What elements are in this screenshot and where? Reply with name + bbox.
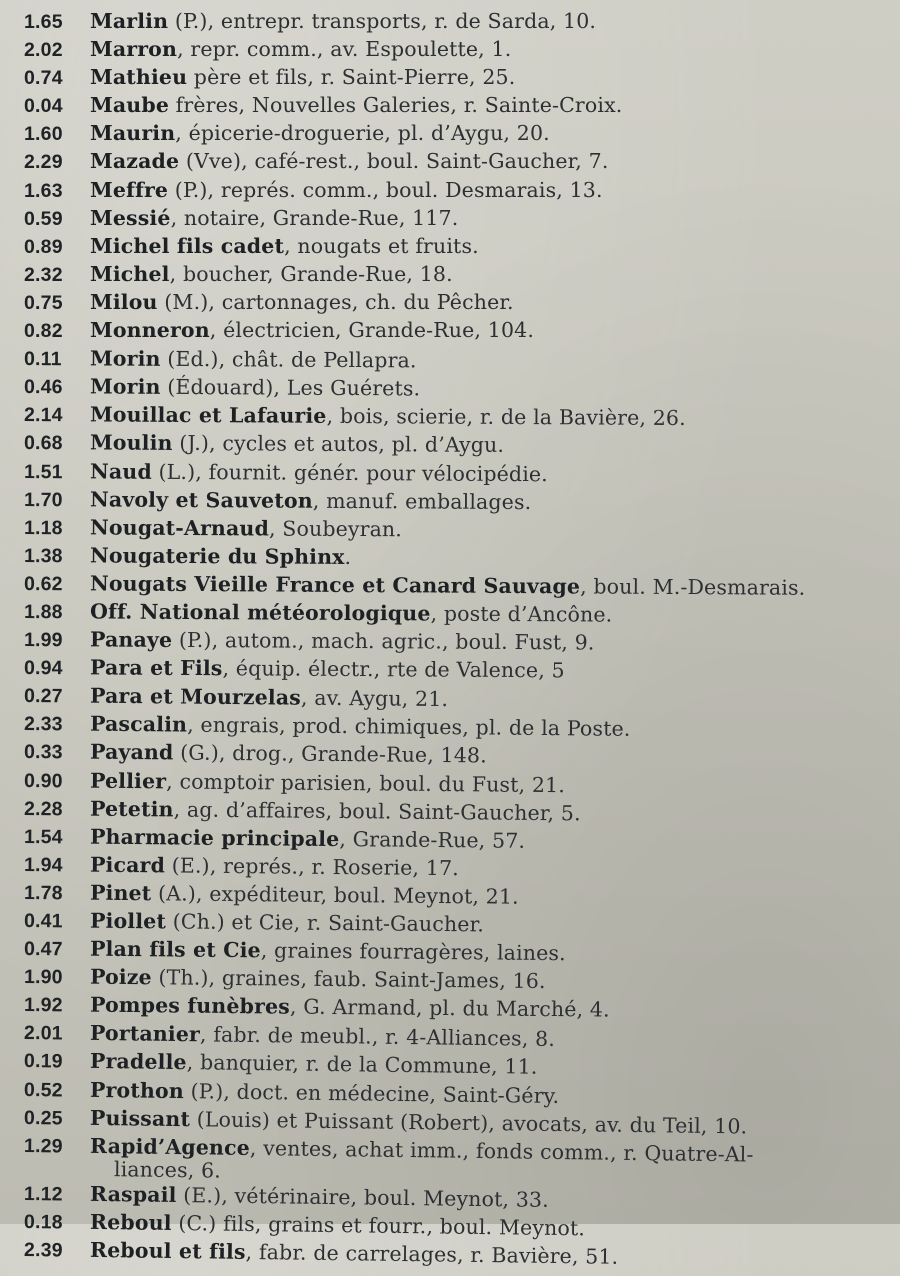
- entry-code: 2.02: [24, 37, 90, 64]
- entry-details: (L.), fournit. génér. pour vélocipédie.: [152, 459, 548, 485]
- directory-entry: [24, 289, 896, 317]
- entry-code: 1.88: [24, 599, 90, 626]
- directory-entry: [24, 120, 896, 148]
- entry-name: Reboul et fils: [90, 1238, 246, 1264]
- directory-entry: [24, 148, 896, 176]
- entry-text: [90, 289, 514, 316]
- entry-text: [90, 205, 458, 232]
- entry-name: Monneron: [90, 318, 210, 342]
- entry-code: 0.62: [24, 571, 90, 598]
- entry-text: [90, 1237, 619, 1271]
- entry-name: Morin: [90, 375, 161, 399]
- entry-details: .: [344, 545, 351, 569]
- entry-details: , nougats et fruits.: [284, 234, 479, 258]
- directory-entry: [24, 317, 896, 345]
- directory-entry: [24, 177, 896, 205]
- entry-name: Rapid’Agence: [90, 1134, 250, 1160]
- entry-code: 0.47: [24, 936, 90, 964]
- entry-details: , épicerie-droguerie, pl. d’Aygu, 20.: [175, 121, 550, 145]
- entry-name: Mathieu: [90, 65, 187, 89]
- entry-name: Prothon: [90, 1077, 184, 1102]
- entry-code: 1.65: [24, 9, 90, 36]
- entry-code: 0.89: [24, 234, 90, 261]
- entry-code: 0.75: [24, 290, 90, 317]
- entry-code: 0.33: [24, 739, 90, 767]
- entry-details: père et fils, r. Saint-Pierre, 25.: [187, 65, 515, 89]
- entry-code: 2.01: [24, 1020, 90, 1048]
- entry-details: (Vve), café-rest., boul. Saint-Gaucher, 7.: [179, 149, 608, 173]
- entry-code: 2.14: [24, 402, 90, 429]
- entry-details: , Soubeyran.: [269, 516, 402, 541]
- entry-text: [90, 683, 448, 714]
- entry-details: , manuf. emballages.: [313, 488, 532, 513]
- entry-name: Petetin: [90, 796, 174, 821]
- entry-code: 1.51: [24, 459, 90, 486]
- directory-entry: [24, 261, 896, 289]
- entry-name: Pascalin: [90, 712, 187, 737]
- entry-code: 2.39: [24, 1237, 90, 1265]
- entry-name: Michel fils cadet: [90, 234, 284, 258]
- entry-text: [90, 598, 612, 628]
- entry-code: 2.32: [24, 262, 90, 289]
- entry-text: [90, 1048, 538, 1081]
- entry-name: Nougat-Arnaud: [90, 515, 269, 540]
- entry-name: Poize: [90, 965, 152, 990]
- entry-name: Mouillac et Lafaurie: [90, 403, 327, 428]
- entry-name: Messié: [90, 206, 171, 230]
- entry-text: [90, 851, 459, 882]
- entry-text: [90, 655, 565, 685]
- directory-entry: [24, 8, 896, 36]
- entry-text: [90, 120, 550, 147]
- entry-text: [90, 402, 686, 433]
- directory-entry: [24, 36, 896, 64]
- entry-name: Mazade: [90, 149, 179, 173]
- entry-name: Meffre: [90, 178, 168, 202]
- entry-name: Para et Mourzelas: [90, 684, 301, 710]
- entry-name: Milou: [90, 290, 158, 314]
- entry-name: Plan fils et Cie: [90, 937, 261, 963]
- entry-code: 1.99: [24, 627, 90, 654]
- entry-text: [90, 823, 525, 854]
- entry-details: (M.), cartonnages, ch. du Pêcher.: [158, 290, 514, 314]
- entry-details: , poste d’Ancône.: [430, 601, 612, 626]
- directory-list: [24, 8, 896, 1264]
- entry-code: 2.28: [24, 796, 90, 824]
- entry-details: , fabr. de meubl., r. 4-Alliances, 8.: [200, 1023, 555, 1052]
- entry-details: (E.), représ., r. Roserie, 17.: [165, 853, 459, 880]
- entry-text: [90, 1076, 560, 1109]
- entry-code: 0.94: [24, 655, 90, 682]
- entry-code: 0.19: [24, 1048, 90, 1076]
- entry-name: Para et Fils: [90, 656, 223, 681]
- entry-text: [90, 880, 519, 911]
- entry-code: 2.33: [24, 711, 90, 739]
- entry-text: [90, 514, 402, 543]
- entry-text: [90, 374, 420, 403]
- entry-details: , ventes, achat imm., fonds comm., r. Quatre-Al-: [250, 1136, 754, 1167]
- entry-name: Pompes funèbres: [90, 993, 290, 1019]
- entry-details: (J.), cycles et autos, pl. d’Aygu.: [173, 431, 505, 457]
- entry-code: 0.74: [24, 65, 90, 92]
- entry-code: 0.11: [24, 346, 90, 373]
- entry-code: 1.92: [24, 992, 90, 1020]
- entry-text: [90, 92, 622, 119]
- entry-text: [90, 964, 546, 995]
- entry-code: 1.18: [24, 515, 90, 542]
- entry-details: (C.) fils, grains et fourr., boul. Meynot.: [172, 1211, 586, 1240]
- entry-details: (Louis) et Puissant (Robert), avocats, av. du Teil, 10.: [190, 1107, 748, 1138]
- entry-details: , comptoir parisien, boul. du Fust, 21.: [166, 769, 565, 797]
- entry-details: (P.), autom., mach. agric., boul. Fust, 9.: [172, 628, 594, 655]
- entry-text: [90, 177, 603, 204]
- entry-details: , engrais, prod. chimiques, pl. de la Poste.: [187, 713, 631, 741]
- entry-details: (P.), doct. en médecine, Saint-Géry.: [184, 1079, 560, 1108]
- entry-text: [90, 430, 504, 460]
- entry-name: Nougaterie du Sphinx: [90, 543, 345, 569]
- entry-name: Marron: [90, 37, 177, 61]
- entry-details: , équip. électr., rte de Valence, 5: [222, 656, 564, 682]
- entry-text: [90, 542, 351, 571]
- entry-code: 0.25: [24, 1105, 90, 1133]
- entry-name: Michel: [90, 262, 170, 286]
- entry-text: [90, 346, 417, 375]
- entry-details: (E.), vétérinaire, boul. Meynot, 33.: [176, 1183, 549, 1212]
- entry-text: [90, 992, 610, 1024]
- entry-code: 0.68: [24, 430, 90, 457]
- entry-text: [90, 767, 565, 799]
- entry-name: Raspail: [90, 1182, 177, 1207]
- entry-details: , boucher, Grande-Rue, 18.: [170, 262, 453, 286]
- entry-details: (Ch.) et Cie, r. Saint-Gaucher.: [166, 909, 484, 936]
- entry-details: (P.), entrepr. transports, r. de Sarda, 10.: [168, 9, 596, 33]
- entry-code: 2.29: [24, 149, 90, 176]
- entry-details: , av. Aygu, 21.: [301, 686, 448, 711]
- entry-text: [90, 936, 566, 968]
- entry-name: Pinet: [90, 881, 152, 906]
- entry-details: , banquier, r. de la Commune, 11.: [187, 1051, 538, 1080]
- entry-code: 0.04: [24, 93, 90, 120]
- entry-code: 0.46: [24, 374, 90, 401]
- entry-details: , fabr. de carrelages, r. Bavière, 51.: [245, 1240, 618, 1269]
- entry-name: Payand: [90, 740, 174, 765]
- entry-code: 0.52: [24, 1077, 90, 1105]
- entry-details: , électricien, Grande-Rue, 104.: [210, 318, 534, 342]
- entry-text: [90, 8, 596, 35]
- entry-code: 0.18: [24, 1209, 90, 1237]
- entry-code: 1.90: [24, 964, 90, 992]
- entry-name: Puissant: [90, 1106, 190, 1131]
- entry-details: , Grande-Rue, 57.: [339, 827, 525, 853]
- entry-name: Pharmacie principale: [90, 824, 340, 850]
- entry-text: [90, 233, 479, 260]
- entry-text: [90, 486, 531, 516]
- entry-name: Marlin: [90, 9, 168, 33]
- entry-code: 0.41: [24, 908, 90, 936]
- entry-name: Reboul: [90, 1210, 172, 1235]
- entry-name: Picard: [90, 852, 165, 877]
- directory-entry: [24, 92, 896, 120]
- entry-details: , ag. d’affaires, boul. Saint-Gaucher, 5.: [174, 797, 581, 825]
- directory-entry: [24, 205, 896, 233]
- entry-text: [90, 317, 534, 344]
- entry-details: (Édouard), Les Guérets.: [161, 375, 421, 401]
- entry-details: , notaire, Grande-Rue, 117.: [171, 206, 459, 230]
- entry-details: (P.), représ. comm., boul. Desmarais, 13.: [168, 178, 603, 202]
- entry-name: Piollet: [90, 909, 166, 934]
- entry-name: Pellier: [90, 768, 166, 793]
- entry-code: 1.29: [24, 1133, 90, 1161]
- entry-name: Panaye: [90, 627, 172, 652]
- entry-text: [90, 261, 453, 288]
- entry-name: Navoly et Sauveton: [90, 487, 313, 512]
- entry-code: 0.59: [24, 206, 90, 233]
- entry-text: [90, 36, 511, 63]
- entry-code: 1.38: [24, 543, 90, 570]
- entry-code: 1.70: [24, 487, 90, 514]
- entry-details: (Th.), graines, faub. Saint-James, 16.: [152, 965, 546, 993]
- entry-text: [90, 148, 609, 175]
- entry-details: , boul. M.-Desmarais.: [580, 574, 805, 599]
- entry-name: Off. National météorologique: [90, 599, 431, 625]
- entry-code: 1.60: [24, 121, 90, 148]
- entry-name: Portanier: [90, 1021, 200, 1046]
- entry-details: liances, 6.: [114, 1157, 221, 1182]
- entry-code: 0.27: [24, 683, 90, 711]
- entry-details: , repr. comm., av. Espoulette, 1.: [177, 37, 511, 61]
- entry-code: 1.63: [24, 178, 90, 205]
- entry-text: [90, 739, 487, 770]
- entry-text: [114, 1157, 221, 1182]
- entry-text: [90, 795, 581, 827]
- entry-name: Maube: [90, 93, 169, 117]
- directory-entry: [24, 233, 896, 261]
- directory-entry: [24, 64, 896, 92]
- entry-code: 0.90: [24, 768, 90, 796]
- entry-details: , G. Armand, pl. du Marché, 4.: [290, 995, 610, 1022]
- entry-text: [90, 626, 595, 656]
- entry-code: 1.94: [24, 852, 90, 880]
- entry-name: Pradelle: [90, 1049, 187, 1074]
- entry-name: Maurin: [90, 121, 175, 145]
- entry-name: Morin: [90, 347, 161, 371]
- entry-text: [90, 711, 631, 743]
- entry-details: (Ed.), chât. de Pellapra.: [161, 347, 417, 373]
- entry-name: Moulin: [90, 431, 173, 456]
- entry-details: , bois, scierie, r. de la Bavière, 26.: [326, 404, 685, 430]
- entry-code: 1.54: [24, 824, 90, 852]
- entry-name: Naud: [90, 459, 152, 483]
- entry-details: (A.), expéditeur, boul. Meynot, 21.: [151, 881, 519, 909]
- entry-name: Nougats Vieille France et Canard Sauvage: [90, 571, 580, 598]
- entry-code: 1.78: [24, 880, 90, 908]
- entry-details: frères, Nouvelles Galeries, r. Sainte-Croix.: [169, 93, 622, 117]
- entry-details: (G.), drog., Grande-Rue, 148.: [173, 741, 487, 768]
- entry-details: , graines fourragères, laines.: [261, 938, 566, 965]
- entry-code: 1.12: [24, 1181, 90, 1209]
- entry-text: [90, 458, 548, 488]
- entry-text: [90, 64, 515, 91]
- entry-code: 0.82: [24, 318, 90, 345]
- entry-text: [90, 908, 484, 939]
- entry-text: [90, 570, 806, 601]
